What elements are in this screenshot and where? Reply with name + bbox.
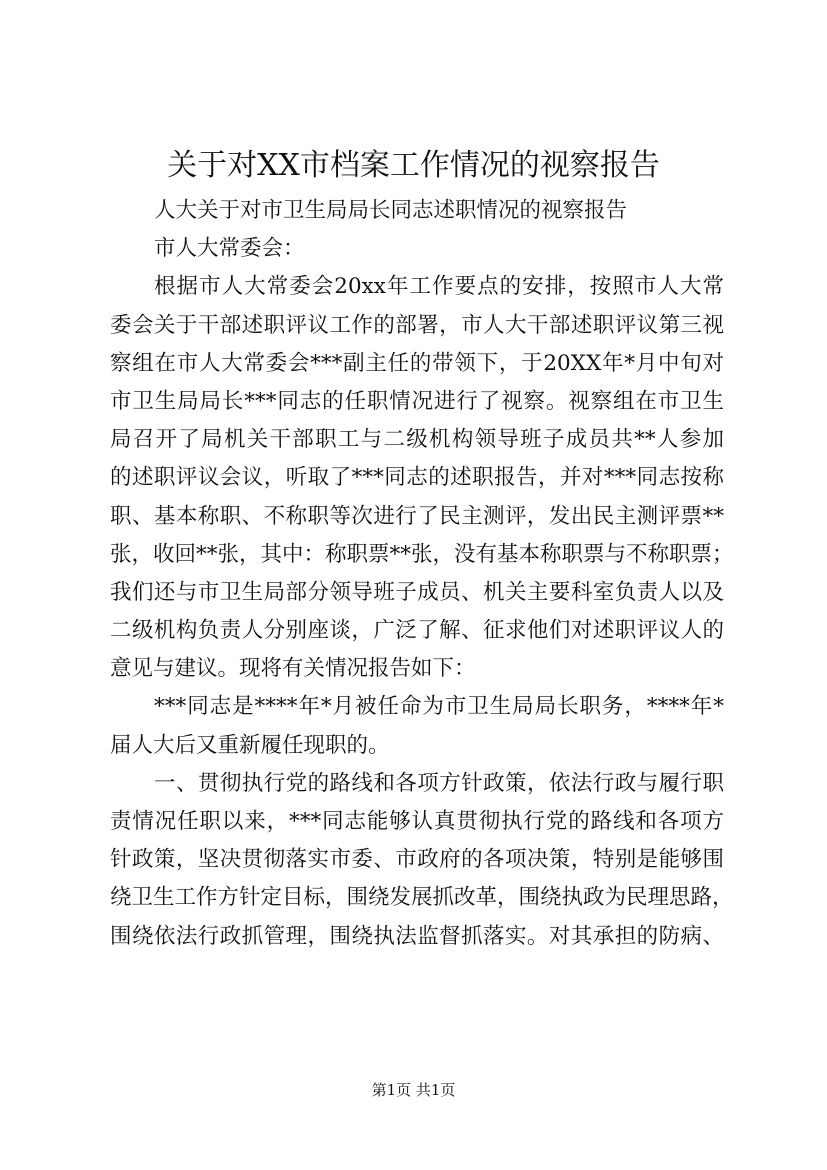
document-title: 关于对XX市档案工作情况的视察报告 [167, 148, 660, 183]
text-line: 针政策，坚决贯彻落实市委、市政府的各项决策，特别是能够围 [110, 847, 724, 873]
text-line: 责情况任职以来，***同志能够认真贯彻执行党的路线和各项方 [110, 809, 724, 834]
text-line: 职、基本称职、不称职等次进行了民主测评，发出民主测评票** [110, 503, 724, 529]
text-line: 人大关于对市卫生局局长同志述职情况的视察报告 [154, 198, 628, 223]
text-line: 届人大后又重新履任现职的。 [110, 732, 390, 758]
text-line: 意见与建议。现将有关情况报告如下： [110, 656, 476, 682]
text-line: 张，收回**张，其中：称职票**张，没有基本称职票与不称职票； [110, 541, 734, 567]
text-line: 二级机构负责人分别座谈，广泛了解、征求他们对述职评议人的 [110, 618, 724, 644]
text-line: 的述职评议会议，听取了***同志的述职报告，并对***同志按称 [110, 465, 724, 491]
text-line: 我们还与市卫生局部分领导班子成员、机关主要科室负责人以及 [110, 579, 724, 605]
text-line: 委会关于干部述职评议工作的部署，市人大干部述职评议第三视 [110, 312, 724, 338]
text-line: 绕卫生工作方针定目标，围绕发展抓改革，围绕执政为民理思路， [110, 885, 734, 911]
page-footer: 第1页 共1页 [371, 1081, 456, 1099]
text-line: 一、贯彻执行党的路线和各项方针政策，依法行政与履行职 [154, 770, 724, 796]
text-line: 市人大常委会： [154, 236, 305, 262]
text-line: 市卫生局局长***同志的任职情况进行了视察。视察组在市卫生 [110, 388, 724, 414]
text-line: 围绕依法行政抓管理，围绕执法监督抓落实。对其承担的防病、 [110, 923, 724, 949]
text-line: 根据市人大常委会20xx年工作要点的安排，按照市人大常 [154, 274, 724, 300]
text-line: 察组在市人大常委会***副主任的带领下，于20XX年*月中旬对 [110, 350, 724, 376]
text-line: ***同志是****年*月被任命为市卫生局局长职务，****年* [154, 694, 724, 720]
document-body [110, 192, 734, 956]
text-line: 局召开了局机关干部职工与二级机构领导班子成员共**人参加 [110, 427, 724, 453]
